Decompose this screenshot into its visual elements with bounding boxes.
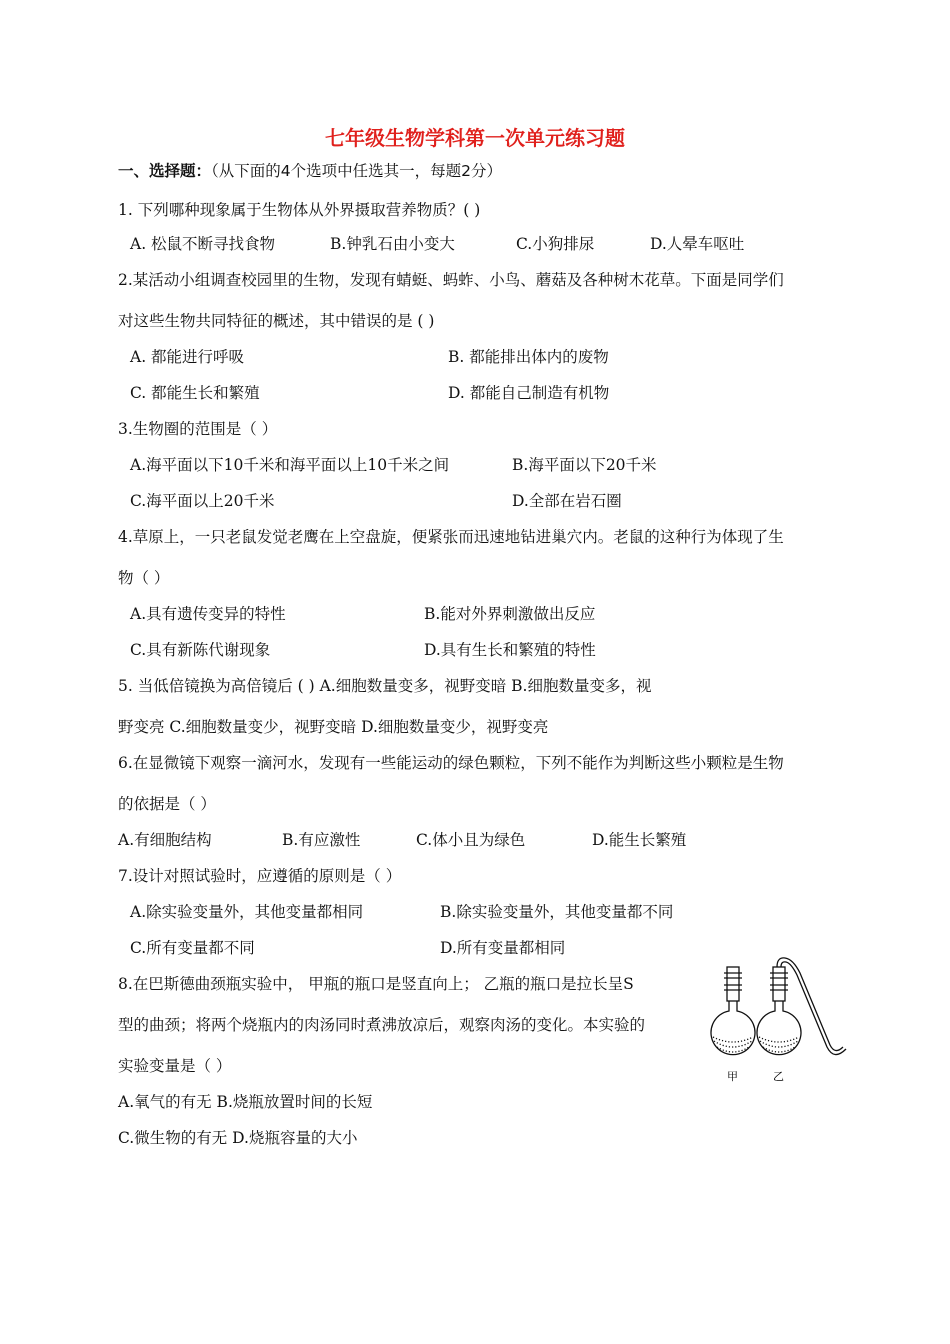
q7-option-a: A.除实验变量外，其他变量都相同 bbox=[130, 903, 364, 921]
flask-yi-stopper bbox=[773, 967, 785, 1001]
q4-stem-line1: 4.草原上，一只老鼠发觉老鹰在上空盘旋，便紧张而迅速地钻进巢穴内。老鼠的这种行为体现了生 bbox=[118, 528, 784, 546]
q6-stem-line2: 的依据是（ ） bbox=[118, 795, 216, 813]
q2-option-b: B. 都能排出体内的废物 bbox=[448, 348, 609, 366]
q4-option-b: B.能对外界刺激做出反应 bbox=[424, 605, 596, 623]
q6-stem-line1: 6.在显微镜下观察一滴河水，发现有一些能运动的绿色颗粒，下列不能作为判断这些小颗粒是生物 bbox=[118, 754, 784, 772]
q8-stem-line3: 实验变量是（ ） bbox=[118, 1057, 232, 1075]
q6-option-b: B.有应激性 bbox=[282, 831, 361, 849]
q4-option-a: A.具有遗传变异的特性 bbox=[130, 605, 286, 623]
q3-option-b: B.海平面以下20千米 bbox=[512, 456, 657, 474]
q8-option-line2: C.微生物的有无 D.烧瓶容量的大小 bbox=[118, 1129, 358, 1147]
q2-stem-line1: 2.某活动小组调查校园里的生物，发现有蜻蜓、蚂蚱、小鸟、蘑菇及各种树木花草。下面是同学们 bbox=[118, 271, 784, 289]
q7-option-b: B.除实验变量外，其他变量都不同 bbox=[440, 903, 674, 921]
q6-option-d: D.能生长繁殖 bbox=[592, 831, 687, 849]
q8-stem-line1: 8.在巴斯德曲颈瓶实验中， 甲瓶的瓶口是竖直向上； 乙瓶的瓶口是拉长呈S bbox=[118, 975, 634, 993]
q4-option-d: D.具有生长和繁殖的特性 bbox=[424, 641, 596, 659]
q7-stem: 7.设计对照试验时，应遵循的原则是（ ） bbox=[118, 867, 402, 885]
q6-option-a: A.有细胞结构 bbox=[118, 831, 212, 849]
q3-option-c: C.海平面以上20千米 bbox=[130, 492, 275, 510]
q5-line2: 野变亮 C.细胞数量变少，视野变暗 D.细胞数量变少，视野变亮 bbox=[118, 718, 549, 736]
q2-option-c: C. 都能生长和繁殖 bbox=[130, 384, 260, 402]
pasteur-flask-figure bbox=[705, 955, 853, 1085]
q1-option-d: D.人晕车呕吐 bbox=[650, 235, 745, 253]
flask-jia-stopper bbox=[727, 967, 739, 1001]
section-heading bbox=[118, 160, 502, 182]
q2-stem-line2: 对这些生物共同特征的概述，其中错误的是 ( ) bbox=[118, 312, 435, 330]
q8-stem-line2: 型的曲颈；将两个烧瓶内的肉汤同时煮沸放凉后，观察肉汤的变化。本实验的 bbox=[118, 1016, 646, 1034]
section-note: （从下面的4个选项中任选其一，每题2分） bbox=[211, 162, 502, 180]
flask-yi bbox=[757, 958, 846, 1055]
q4-option-c: C.具有新陈代谢现象 bbox=[130, 641, 271, 659]
q7-option-c: C.所有变量都不同 bbox=[130, 939, 255, 957]
swan-neck-tube bbox=[777, 958, 843, 1051]
q6-option-c: C.体小且为绿色 bbox=[416, 831, 526, 849]
flask-diagram bbox=[705, 955, 853, 1085]
flask-jia bbox=[711, 967, 755, 1055]
flask-label-yi: 乙 bbox=[773, 1070, 784, 1083]
q7-option-d: D.所有变量都相同 bbox=[440, 939, 566, 957]
q1-option-a: A. 松鼠不断寻找食物 bbox=[130, 235, 276, 253]
q1-option-b: B.钟乳石由小变大 bbox=[330, 235, 455, 253]
q3-option-a: A.海平面以下10千米和海平面以上10千米之间 bbox=[130, 456, 450, 474]
q3-option-d: D.全部在岩石圈 bbox=[512, 492, 622, 510]
q2-option-a: A. 都能进行呼吸 bbox=[130, 348, 245, 366]
q3-stem: 3.生物圈的范围是（ ） bbox=[118, 420, 278, 438]
page-title: 七年级生物学科第一次单元练习题 bbox=[325, 126, 625, 150]
flask-label-jia: 甲 bbox=[727, 1070, 738, 1083]
q8-option-line1: A.氧气的有无 B.烧瓶放置时间的长短 bbox=[118, 1093, 373, 1111]
q2-option-d: D. 都能自己制造有机物 bbox=[448, 384, 610, 402]
q5-line1: 5. 当低倍镜换为高倍镜后 ( ) A.细胞数量变多，视野变暗 B.细胞数量变多，视 bbox=[118, 677, 652, 695]
q1-option-c: C.小狗排尿 bbox=[516, 235, 595, 253]
section-label: 一、选择题： bbox=[118, 162, 212, 180]
q1-stem: 1. 下列哪种现象属于生物体从外界摄取营养物质？( ) bbox=[118, 201, 481, 219]
q4-stem-line2: 物（ ） bbox=[118, 569, 170, 587]
